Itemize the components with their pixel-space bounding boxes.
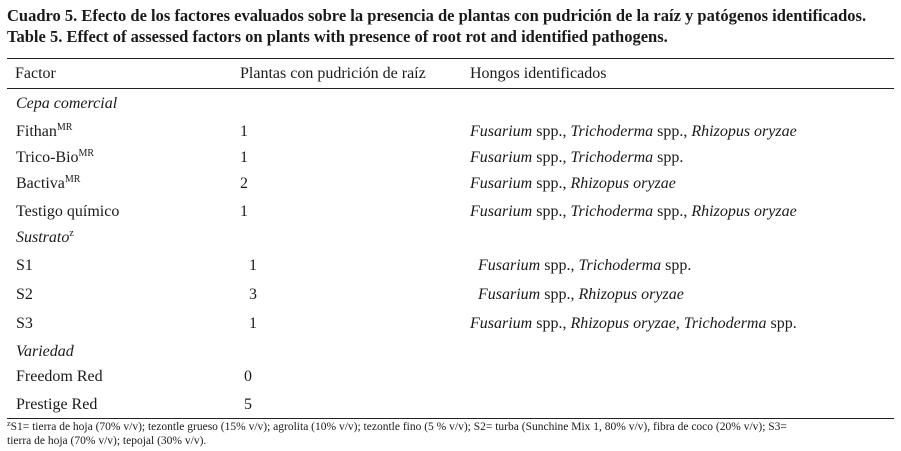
row-tricobio-fungi: Fusarium spp., Trichoderma spp. bbox=[470, 149, 684, 166]
row-prestige-name: Prestige Red bbox=[16, 396, 98, 413]
footnote-line-1: $^z$S1= tierra de hoja (70% v/v); tezontle grueso (15% v/v); agrolita (10% v/v); tezontle fino (5 % v/v); S2= turba (Sunchine Mix 1, 80% v/v), fibra de coco (20% v/v); S3= bbox=[7, 419, 787, 433]
row-tricobio-value: 1 bbox=[240, 149, 248, 166]
footnote-line-2: tierra de hoja (70% v/v); tepojal (30% v/v). bbox=[7, 435, 207, 447]
section-cepa-comercial: Cepa comercial bbox=[16, 95, 118, 112]
table-header-rule bbox=[7, 88, 894, 89]
row-fithan-fungi: Fusarium spp., Trichoderma spp., Rhizopus oryzae bbox=[470, 123, 797, 140]
row-bactiva-name: Bactiva$^{MR}$ bbox=[16, 174, 81, 192]
row-fithan-name: Fithan$^{MR}$ bbox=[16, 122, 73, 140]
row-freedom-name: Freedom Red bbox=[16, 368, 103, 385]
row-prestige-value: 5 bbox=[244, 396, 252, 413]
row-tricobio-name: Trico-Bio$^{MR}$ bbox=[16, 148, 95, 166]
table-caption-english: Table 5. Effect of assessed factors on plants with presence of root rot and identified pathogens. bbox=[7, 27, 668, 46]
row-s3-value: 1 bbox=[249, 315, 257, 332]
row-s3-name: S3 bbox=[16, 315, 33, 332]
table-top-rule bbox=[7, 58, 894, 59]
table-caption-spanish: Cuadro 5. Efecto de los factores evaluados sobre la presencia de plantas con pudrición de la raíz y patógenos identificados. bbox=[7, 6, 867, 25]
row-testigo-fungi: Fusarium spp., Trichoderma spp., Rhizopus oryzae bbox=[470, 203, 797, 220]
header-fungi: Hongos identificados bbox=[470, 65, 607, 82]
header-plants: Plantas con pudrición de raíz bbox=[240, 65, 426, 82]
row-s2-fungi: Fusarium spp., Rhizopus oryzae bbox=[478, 286, 684, 303]
row-s1-name: S1 bbox=[16, 257, 33, 274]
row-s2-value: 3 bbox=[249, 286, 257, 303]
row-s2-name: S2 bbox=[16, 286, 33, 303]
header-factor: Factor bbox=[15, 65, 56, 82]
row-bactiva-fungi: Fusarium spp., Rhizopus oryzae bbox=[470, 175, 676, 192]
section-variedad: Variedad bbox=[16, 343, 74, 360]
row-testigo-value: 1 bbox=[240, 203, 248, 220]
table-bottom-rule bbox=[7, 418, 894, 419]
section-sustrato: Sustrato$^z$ bbox=[16, 228, 74, 246]
row-freedom-value: 0 bbox=[244, 368, 252, 385]
row-bactiva-value: 2 bbox=[240, 175, 248, 192]
row-testigo-name: Testigo químico bbox=[16, 203, 120, 220]
row-s1-value: 1 bbox=[249, 257, 257, 274]
row-fithan-value: 1 bbox=[240, 123, 248, 140]
row-s1-fungi: Fusarium spp., Trichoderma spp. bbox=[478, 257, 692, 274]
row-s3-fungi: Fusarium spp., Rhizopus oryzae, Trichoderma spp. bbox=[470, 315, 797, 332]
